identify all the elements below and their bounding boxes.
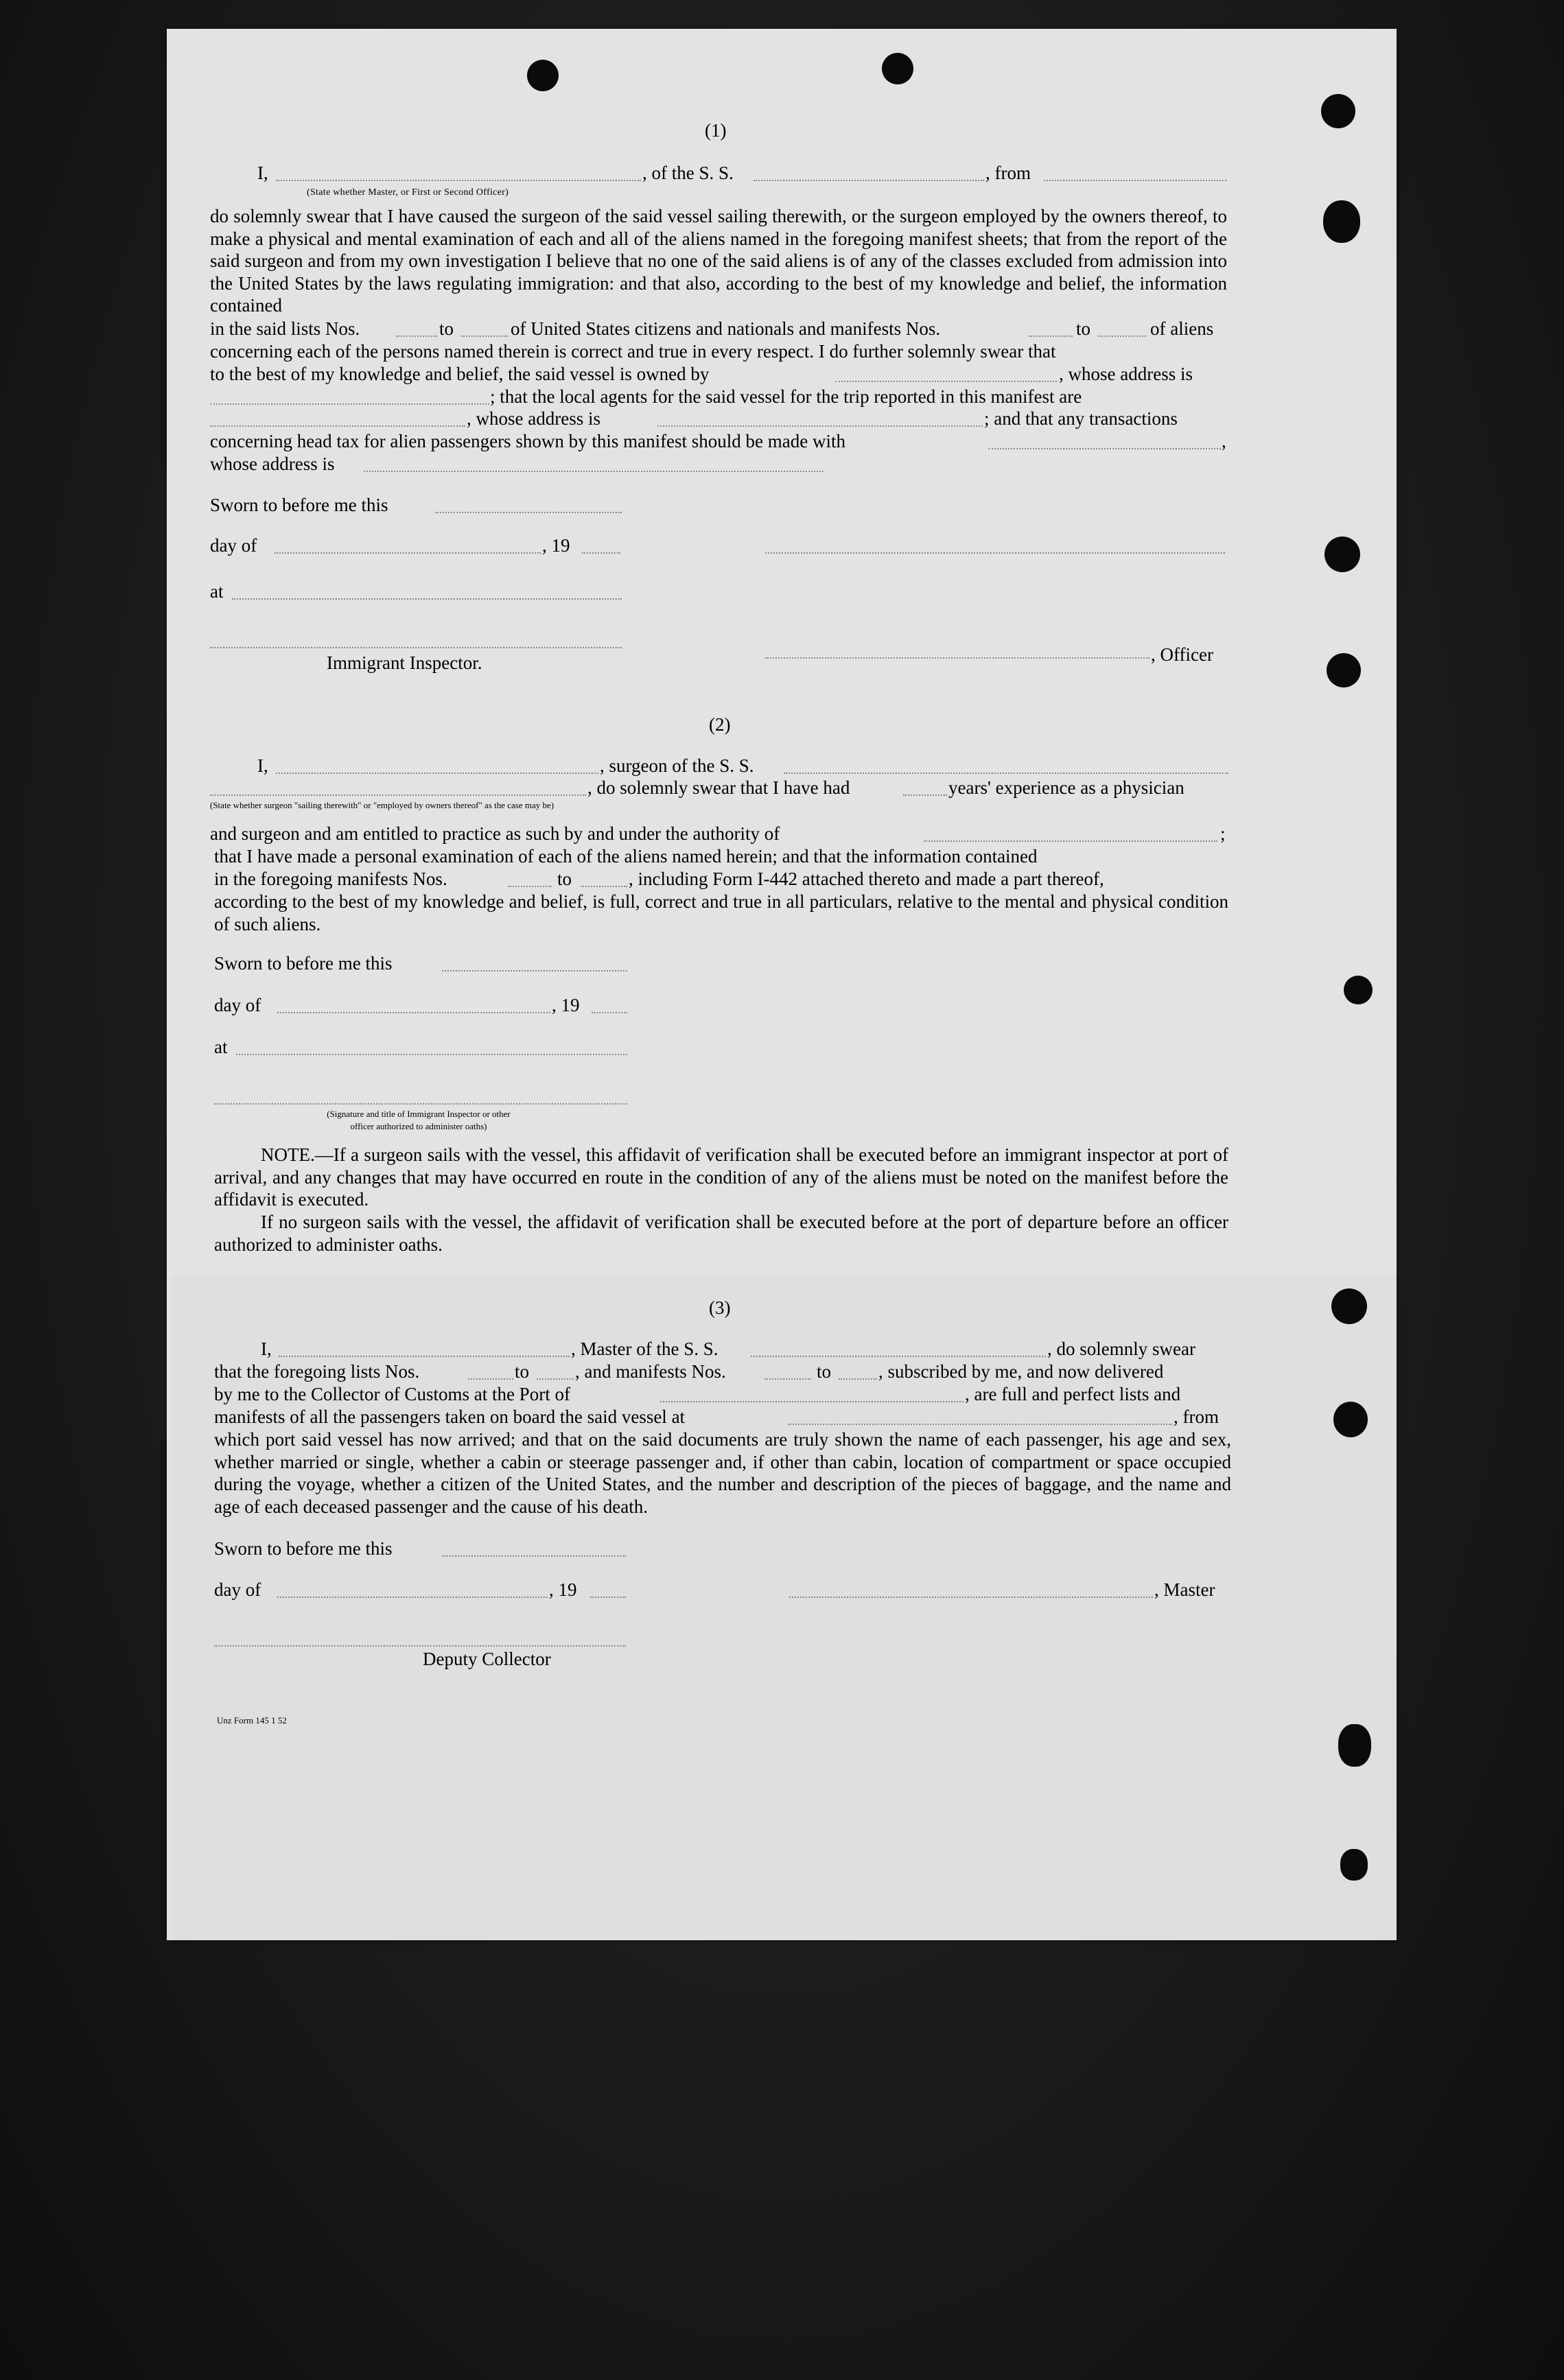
manifests-to-label-2: to — [557, 869, 572, 889]
master-signature-field[interactable] — [789, 1597, 1153, 1598]
lists-nos-label: in the said lists Nos. — [210, 318, 360, 339]
punch-hole-icon — [1321, 94, 1355, 128]
master-name-field[interactable] — [279, 1356, 570, 1357]
port-of-boarding-field[interactable] — [788, 1424, 1172, 1425]
owner-address-label: , whose address is — [1059, 364, 1193, 384]
officer-label: , Officer — [1151, 644, 1213, 665]
sworn-label-3: Sworn to before me this — [214, 1538, 393, 1559]
from-label: , from — [985, 163, 1031, 183]
master-swear-label: , do solemnly swear — [1047, 1339, 1195, 1359]
at-label-2: at — [214, 1037, 228, 1057]
agents-address-field[interactable] — [657, 425, 983, 427]
section-2-number: (2) — [709, 714, 731, 735]
year-label-2: , 19 — [552, 995, 580, 1015]
year-field-2[interactable] — [592, 1012, 627, 1013]
inspector-signature-field[interactable] — [210, 647, 622, 648]
subscribed-label: , subscribed by me, and now delivered — [878, 1361, 1164, 1382]
month-field-1[interactable] — [275, 552, 541, 554]
signature-caption-1: (Signature and title of Immigrant Inspector or other — [327, 1109, 511, 1119]
surgeon-swear-label: , do solemnly swear that I have had — [587, 777, 850, 798]
section-1-number: (1) — [705, 120, 727, 141]
officer-signature-field[interactable] — [765, 552, 1225, 554]
master-label: , Master — [1154, 1579, 1215, 1600]
section-1-body: do solemnly swear that I have caused the surgeon of the said vessel sailing therewith, or the surgeon employed by the owners thereof, to make a physical and mental examination of each and all of the aliens named in the foregoing manifest sheets; that from the report of the said surgeon and from my own investigation I believe that no one of the said aliens is of any of the classes excluded from admission into the United States by the laws regulating immigration: and that also, according to the best of my knowledge and belief, the information contained — [210, 206, 1227, 316]
day-of-label-3: day of — [214, 1579, 261, 1600]
master-ship-field[interactable] — [751, 1356, 1046, 1357]
collector-port-label: by me to the Collector of Customs at the Port of — [214, 1384, 570, 1404]
head-tax-address-field[interactable] — [364, 471, 824, 472]
concerning-line: concerning each of the persons named therein is correct and true in every respect. I do further solemnly swear that — [210, 341, 1056, 362]
punch-hole-icon — [1338, 1724, 1371, 1767]
sworn-date-field-2[interactable] — [442, 970, 627, 971]
punch-hole-icon — [527, 60, 559, 91]
deputy-signature-field[interactable] — [214, 1645, 626, 1647]
authority-label: and surgeon and am entitled to practice as such by and under the authority of — [210, 823, 780, 844]
day-of-label-2: day of — [214, 995, 261, 1015]
lists-to-field-3[interactable] — [537, 1378, 574, 1380]
manifests-to-field[interactable] — [1098, 335, 1146, 337]
manifests-nos-label: in the foregoing manifests Nos. — [214, 869, 447, 889]
punch-hole-icon — [882, 53, 913, 84]
surgeon-of-ss-label: , surgeon of the S. S. — [600, 755, 754, 776]
master-of-ss-label: , Master of the S. S. — [571, 1339, 719, 1359]
manifests-to-label-3: to — [817, 1361, 832, 1382]
lists-from-field-3[interactable] — [468, 1378, 513, 1380]
form-i442-label: , including Form I-442 attached thereto and made a part thereof, — [629, 869, 1104, 889]
port-of-arrival-field[interactable] — [660, 1401, 964, 1402]
sworn-date-field-3[interactable] — [442, 1555, 626, 1557]
taken-on-board-label: manifests of all the passengers taken on board the said vessel at — [214, 1406, 686, 1427]
owned-by-label: to the best of my knowledge and belief, the said vessel is owned by — [210, 364, 710, 384]
administering-officer-field[interactable] — [214, 1103, 627, 1105]
personal-examination-line: that I have made a personal examination of each of the aliens named herein; and that the information contained — [214, 846, 1038, 867]
manifests-to-field-2[interactable] — [581, 886, 627, 887]
officer-name-field[interactable] — [276, 180, 641, 181]
punch-hole-icon — [1327, 653, 1361, 687]
citizens-manifests-label: of United States citizens and nationals and manifests Nos. — [511, 318, 941, 339]
surgeon-name-field[interactable] — [276, 773, 598, 774]
years-experience-label: years' experience as a physician — [948, 777, 1184, 798]
signature-caption-2: officer authorized to administer oaths) — [350, 1121, 487, 1131]
head-tax-agent-field[interactable] — [988, 448, 1221, 449]
note-paragraph-2: If no surgeon sails with the vessel, the affidavit of verification shall be executed before at the port of departure before an officer authorized to administer oaths. — [214, 1212, 1228, 1255]
foregoing-lists-label: that the foregoing lists Nos. — [214, 1361, 420, 1382]
local-agents-label: ; that the local agents for the said vessel for the trip reported in this manifest are — [490, 386, 1082, 407]
section-3-number: (3) — [709, 1297, 731, 1318]
manifests-to-label: to — [1076, 318, 1091, 339]
authority-semicolon: ; — [1220, 823, 1226, 844]
year-label-3: , 19 — [549, 1579, 577, 1600]
section-3-body: which port said vessel has now arrived; and that on the said documents are truly shown the name of each passenger, his age and sex, whether married or single, whether a cabin or steerage passenger and, if other than cabin, location of compartment or space occupied during the voyage, whether a citizen of the United States, and the number and description of the pieces of baggage, and the name and age of each deceased passenger and the cause of his death. — [214, 1429, 1231, 1517]
year-label-1: , 19 — [542, 535, 570, 556]
head-tax-label: concerning head tax for alien passengers shown by this manifest should be made with — [210, 431, 846, 451]
year-field-1[interactable] — [582, 552, 620, 554]
head-tax-comma: , — [1222, 431, 1226, 451]
sworn-date-field-1[interactable] — [435, 512, 622, 513]
surgeon-i-label: I, — [257, 755, 268, 776]
authority-field[interactable] — [924, 840, 1217, 842]
head-tax-address-label: whose address is — [210, 453, 335, 474]
year-field-3[interactable] — [590, 1597, 626, 1598]
immigrant-inspector-label: Immigrant Inspector. — [327, 652, 482, 673]
port-from-field[interactable] — [1044, 180, 1226, 181]
master-i-label: I, — [261, 1339, 272, 1359]
lists-to-label: to — [439, 318, 454, 339]
lists-from-field[interactable] — [396, 335, 437, 337]
deputy-collector-label: Deputy Collector — [423, 1649, 551, 1669]
at-place-field-1[interactable] — [232, 598, 622, 600]
officer-i-label: I, — [257, 163, 268, 183]
day-of-label-1: day of — [210, 535, 257, 556]
perfect-lists-label: , are full and perfect lists and — [965, 1384, 1181, 1404]
from-label-3: , from — [1174, 1406, 1219, 1427]
officer-title-field[interactable] — [765, 657, 1149, 659]
and-manifests-label: , and manifests Nos. — [575, 1361, 726, 1382]
transactions-label: ; and that any transactions — [984, 408, 1178, 429]
manifests-from-field-2[interactable] — [508, 886, 552, 887]
officer-rank-caption: (State whether Master, or First or Second Officer) — [307, 187, 509, 198]
sworn-label-2: Sworn to before me this — [214, 953, 393, 974]
punch-hole-icon — [1333, 1402, 1368, 1437]
section-2-body-end: according to the best of my knowledge and belief, is full, correct and true in all particulars, relative to the mental and physical condition of such aliens. — [214, 891, 1228, 934]
lists-to-field[interactable] — [461, 335, 508, 337]
manifests-from-field[interactable] — [1029, 335, 1073, 337]
manifests-to-field-3[interactable] — [839, 1378, 877, 1380]
punch-hole-icon — [1324, 537, 1360, 572]
agents-address-label: , whose address is — [467, 408, 600, 429]
note-paragraph-1: NOTE.—If a surgeon sails with the vessel, this affidavit of verification shall be executed before an immigrant inspector at port of arrival, and any changes that may have occurred en route in the condition of any of the aliens must be noted on the manifest before the affidavit is executed. — [214, 1144, 1228, 1210]
owner-field[interactable] — [835, 381, 1057, 382]
sworn-label-1: Sworn to before me this — [210, 495, 388, 515]
lists-to-label-3: to — [515, 1361, 530, 1382]
manifests-from-field-3[interactable] — [765, 1378, 811, 1380]
punch-hole-icon — [1344, 976, 1373, 1004]
at-label-1: at — [210, 581, 224, 602]
form-number: Unz Form 145 1 52 — [217, 1715, 287, 1725]
of-ss-label: , of the S. S. — [642, 163, 734, 183]
month-field-2[interactable] — [277, 1012, 550, 1013]
ship-name-field[interactable] — [754, 180, 984, 181]
owner-address-field[interactable] — [210, 403, 489, 405]
surgeon-type-field[interactable] — [210, 794, 586, 796]
punch-hole-icon — [1340, 1849, 1368, 1881]
month-field-3[interactable] — [277, 1597, 548, 1598]
punch-hole-icon — [1331, 1288, 1367, 1324]
at-place-field-2[interactable] — [236, 1054, 627, 1055]
years-experience-field[interactable] — [903, 794, 947, 796]
surgeon-ship-field[interactable] — [784, 773, 1228, 774]
surgeon-type-caption: (State whether surgeon "sailing therewith" or "employed by owners thereof" as the case may be) — [210, 800, 555, 810]
local-agents-field[interactable] — [210, 425, 465, 427]
punch-hole-icon — [1323, 200, 1360, 243]
of-aliens-label: of aliens — [1150, 318, 1214, 339]
